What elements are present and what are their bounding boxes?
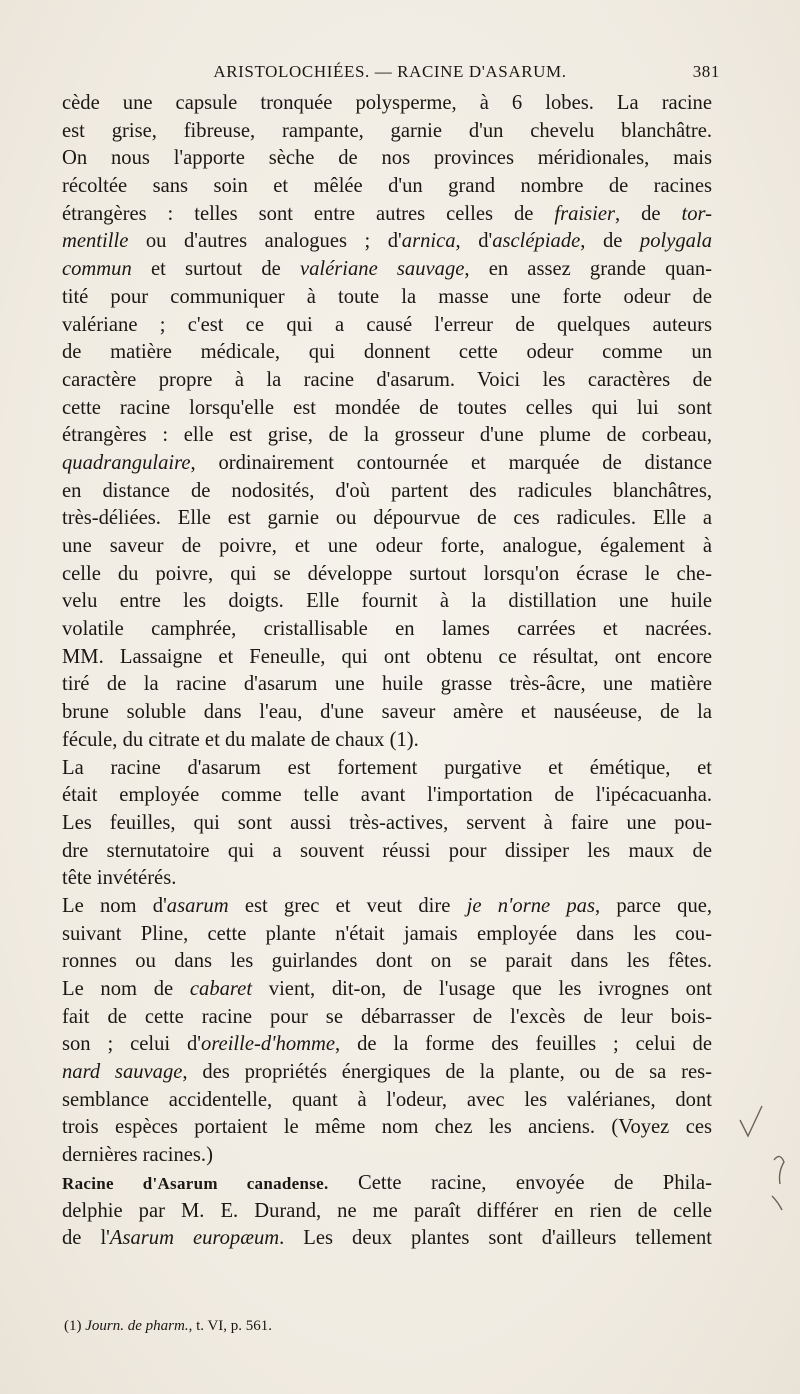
text-line: Racine d'Asarum canadense. Cette racine, envoyée de Phila-	[62, 1171, 712, 1194]
text-line: est grise, fibreuse, rampante, garnie d'un chevelu blanchâtre.	[62, 119, 712, 142]
text-line: ronnes ou dans les guirlandes dont on se parait dans les fêtes.	[62, 950, 712, 973]
text-line: velu entre les doigts. Elle fournit à la distillation une huile	[62, 590, 712, 613]
italic-term: quadrangulaire	[62, 451, 191, 474]
section-subheading: Racine d'Asarum canadense.	[62, 1173, 329, 1193]
text-line: Les feuilles, qui sont aussi très-actives, servent à faire une pou-	[62, 811, 712, 834]
body-text	[62, 90, 712, 1253]
footnote-number: (1)	[64, 1318, 82, 1334]
text-line: nard sauvage, des propriétés énergiques de la plante, ou de sa res-	[62, 1061, 712, 1084]
text-line: étrangères : elle est grise, de la grosseur d'une plume de corbeau,	[62, 424, 712, 447]
text-line: fait de cette racine pour se débarrasser de l'excès de leur bois-	[62, 1005, 712, 1028]
italic-term: oreille-d'homme	[201, 1033, 336, 1056]
text-line: de matière médicale, qui donnent cette odeur comme un	[62, 341, 712, 364]
text-line: trois espèces portaient le même nom chez les anciens. (Voyez ces	[62, 1116, 712, 1139]
text-line: cède une capsule tronquée polysperme, à 6 lobes. La racine	[62, 92, 712, 114]
text-line: très-déliées. Elle est garnie ou dépourvue de ces radicules. Elle a	[62, 507, 712, 530]
text-line: son ; celui d'oreille-d'homme, de la forme des feuilles ; celui de	[62, 1033, 712, 1056]
text-line: tité pour communiquer à toute la masse une forte odeur de	[62, 285, 712, 308]
italic-term: asclépiade	[492, 230, 581, 253]
italic-term: fraisier	[554, 202, 616, 225]
text-line: étrangères : telles sont entre autres celles de fraisier, de tor-	[62, 202, 712, 225]
italic-term: commun	[62, 258, 132, 281]
text-line: fécule, du citrate et du malate de chaux (1).	[62, 728, 419, 751]
text-line: de l'Asarum europæum. Les deux plantes sont d'ailleurs tellement	[62, 1227, 712, 1250]
page-header	[60, 62, 720, 86]
text-line: commun et surtout de valériane sauvage, en assez grande quan-	[62, 258, 712, 281]
text-line: semblance accidentelle, quant à l'odeur, avec les valérianes, dont	[62, 1088, 712, 1111]
running-title: ARISTOLOCHIÉES. — RACINE D'ASARUM.	[213, 62, 567, 81]
text-line: cette racine lorsqu'elle est mondée de toutes celles qui lui sont	[62, 396, 712, 419]
footnote-source: Journ. de pharm.	[85, 1318, 189, 1334]
text-line: volatile camphrée, cristallisable en lames carrées et nacrées.	[62, 618, 712, 641]
text-line: était employée comme telle avant l'importation de l'ipécacuanha.	[62, 784, 712, 807]
text-line: tiré de la racine d'asarum une huile grasse très-âcre, une matière	[62, 673, 712, 696]
text-line: tête invétérés.	[62, 867, 177, 890]
text-line: récoltée sans soin et mêlée d'un grand nombre de racines	[62, 175, 712, 198]
italic-term: tor-	[681, 202, 712, 225]
italic-term: cabaret	[189, 978, 253, 1000]
text-line: suivant Pline, cette plante n'était jamais employée dans les cou-	[62, 922, 712, 945]
italic-term: asarum	[166, 894, 229, 917]
text-line: delphie par M. E. Durand, ne me paraît différer en rien de celle	[62, 1199, 712, 1222]
text-line: MM. Lassaigne et Feneulle, qui ont obtenu ce résultat, ont encore	[62, 645, 712, 668]
text-line: dre sternutatoire qui a souvent réussi pour dissiper les maux de	[62, 839, 712, 862]
text-line: celle du poivre, qui se développe surtout lorsqu'on écrase le che-	[62, 562, 712, 585]
italic-term: Asarum europæum	[109, 1227, 280, 1250]
text-line: brune soluble dans l'eau, d'une saveur amère et nauséeuse, de la	[62, 701, 712, 724]
text-line: mentille ou d'autres analogues ; d'arnica, d'asclépiade, de polygala	[62, 230, 712, 253]
text-line: valériane ; c'est ce qui a causé l'erreur de quelques auteurs	[62, 313, 712, 336]
footnote	[64, 1318, 272, 1335]
text-line: On nous l'apporte sèche de nos provinces méridionales, mais	[62, 147, 712, 170]
italic-term: je n'orne pas	[466, 894, 595, 917]
text-line: Le nom de cabaret vient, dit-on, de l'usage que les ivrognes ont	[62, 978, 713, 1000]
text-line: une saveur de poivre, et une odeur forte, analogue, également à	[62, 535, 712, 557]
footnote-ref: , t. VI, p. 561.	[188, 1318, 273, 1334]
text-line: caractère propre à la racine d'asarum. Voici les caractères de	[62, 368, 712, 391]
italic-term: mentille	[62, 230, 129, 253]
italic-term: valériane sauvage	[299, 258, 465, 281]
handwritten-margin-marks	[732, 1100, 792, 1220]
italic-term: arnica	[401, 230, 456, 253]
text-line: dernières racines.)	[62, 1144, 213, 1167]
text-line: Le nom d'asarum est grec et veut dire je n'orne pas, parce que,	[62, 894, 713, 917]
italic-term: nard sauvage	[62, 1061, 183, 1084]
italic-term: polygala	[639, 230, 712, 253]
page-number: 381	[692, 62, 720, 81]
text-line: La racine d'asarum est fortement purgative et émétique, et	[62, 756, 712, 779]
text-line: en distance de nodosités, d'où partent des radicules blanchâtres,	[62, 479, 712, 502]
text-line: quadrangulaire, ordinairement contournée et marquée de distance	[62, 451, 712, 474]
